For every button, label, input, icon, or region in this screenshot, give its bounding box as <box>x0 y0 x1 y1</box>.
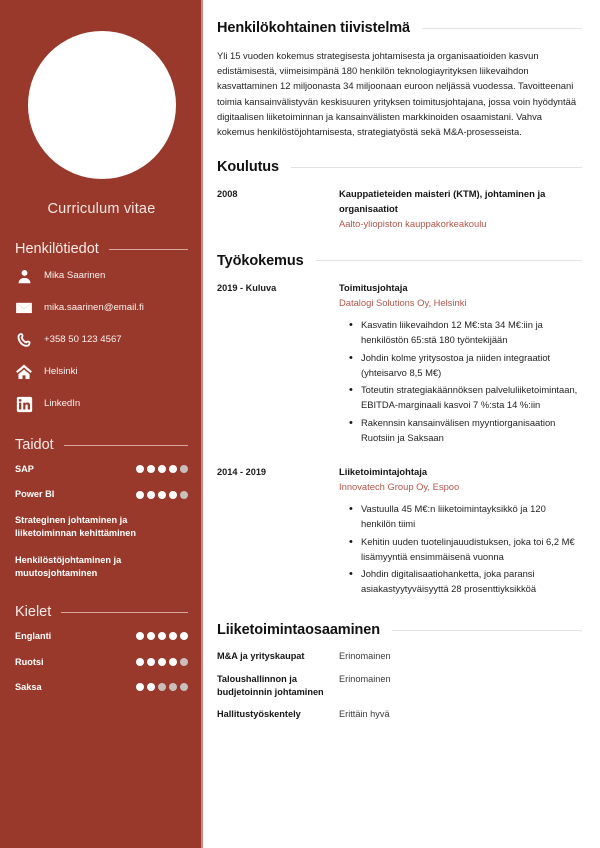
language-item <box>15 630 188 642</box>
rating-dot-filled <box>136 491 144 499</box>
main-content <box>203 0 600 848</box>
experience-organization: Innovatech Group Oy, Espoo <box>339 480 460 492</box>
skill-item <box>15 463 188 475</box>
rating-dot-empty <box>169 683 177 691</box>
sidebar <box>0 0 203 848</box>
profile-photo <box>28 31 176 179</box>
skill-rating <box>136 465 188 473</box>
language-rating <box>136 632 188 640</box>
experience-entry <box>217 281 582 449</box>
heading-divider <box>109 249 188 250</box>
competence-level: Erinomainen <box>339 673 391 684</box>
language-label: Englanti <box>15 631 52 642</box>
heading-divider <box>64 445 188 446</box>
rating-dot-filled <box>136 658 144 666</box>
skill-label: Strateginen johtaminen ja liiketoiminnan kehittäminen <box>15 514 136 539</box>
contact-value-name: Mika Saarinen <box>44 270 106 282</box>
achievement-list <box>339 502 582 597</box>
competence-name: M&A ja yrityskaupat <box>217 651 305 662</box>
heading-divider <box>61 612 188 613</box>
contact-item-name <box>15 267 188 285</box>
rating-dot-filled <box>169 632 177 640</box>
skills-heading-label: Taidot <box>15 437 54 453</box>
competence-item <box>217 708 582 721</box>
contact-section-heading <box>15 241 188 257</box>
rating-dot-filled <box>169 465 177 473</box>
competence-list <box>217 650 582 721</box>
skill-label: Henkilöstöjohtaminen ja muutosjohtaminen <box>15 554 122 578</box>
education-entry <box>217 187 582 230</box>
language-rating <box>136 658 188 666</box>
contact-item-linkedin[interactable] <box>15 395 188 413</box>
contact-value-location: Helsinki <box>44 366 78 378</box>
achievement-item: • Toteutin strategiakäännöksen palveluliiketoimintaan, EBITDA-marginaali kasvoi 7 %:sta 14 %:iin <box>361 383 582 413</box>
skill-rating <box>136 491 188 499</box>
skill-label: SAP <box>15 464 34 474</box>
heading-divider <box>392 630 582 631</box>
contact-value-linkedin: LinkedIn <box>44 398 81 410</box>
contact-heading-label: Henkilötiedot <box>15 241 99 257</box>
achievement-item: • Kasvatin liikevaihdon 12 M€:sta 34 M€:iin ja henkilöstön 65:stä 180 työntekijään <box>361 318 582 348</box>
skill-item <box>15 488 188 500</box>
cv-title: Curriculum vitae <box>47 201 156 217</box>
competence-heading-label: Liiketoimintaosaaminen <box>217 622 380 639</box>
achievement-item: • Johdin kolme yritysostoa ja niiden integraatiot (yhteisarvo 8,5 M€) <box>361 351 582 381</box>
summary-heading-label: Henkilökohtainen tiivistelmä <box>217 20 410 36</box>
education-year: 2008 <box>217 189 238 200</box>
achievement-item: • Rakennsin kansainvälisen myyntiorganisaation Ruotsiin ja Saksaan <box>361 416 582 446</box>
contact-item-location <box>15 363 188 381</box>
language-item <box>15 656 188 668</box>
skills-section-heading <box>15 437 188 453</box>
rating-dot-empty <box>180 658 188 666</box>
competence-level: Erittäin hyvä <box>339 709 390 720</box>
achievement-item: • Vastuulla 45 M€:n liiketoimintayksikkö ja 120 henkilön tiimi <box>361 502 582 532</box>
achievement-list <box>339 318 582 446</box>
education-heading-label: Koulutus <box>217 159 280 176</box>
education-section-heading <box>217 159 582 175</box>
language-rating <box>136 683 188 691</box>
experience-organization: Datalogi Solutions Oy, Helsinki <box>339 296 467 308</box>
contact-value-phone: +358 50 123 4567 <box>44 334 122 346</box>
contact-value-email: mika.saarinen@email.fi <box>44 302 144 314</box>
contact-item-email[interactable] <box>15 299 188 317</box>
language-label: Saksa <box>15 682 42 693</box>
competence-name: Hallitustyöskentely <box>217 709 301 720</box>
rating-dot-empty <box>158 683 166 691</box>
experience-period: 2019 - Kuluva <box>217 282 277 293</box>
home-icon <box>15 363 33 381</box>
achievement-item: • Johdin digitalisaatiohanketta, joka paransi asiakastyytyväisyyttä 28 prosenttiyksikköä <box>361 567 582 597</box>
language-label: Ruotsi <box>15 656 44 667</box>
rating-dot-filled <box>136 632 144 640</box>
competence-section-heading <box>217 622 582 638</box>
phone-icon <box>15 331 33 349</box>
experience-details <box>339 281 582 449</box>
rating-dot-filled <box>147 632 155 640</box>
skills-list <box>15 463 188 580</box>
profile-photo-container <box>15 0 188 179</box>
experience-heading-label: Työkokemus <box>217 252 304 269</box>
education-details <box>339 187 582 230</box>
competence-level: Erinomainen <box>339 651 391 662</box>
rating-dot-filled <box>169 491 177 499</box>
rating-dot-filled <box>169 658 177 666</box>
experience-period: 2014 - 2019 <box>217 466 267 477</box>
languages-heading-label: Kielet <box>15 604 52 621</box>
heading-divider <box>422 28 582 29</box>
rating-dot-filled <box>158 491 166 499</box>
rating-dot-filled <box>147 683 155 691</box>
linkedin-icon <box>15 395 33 413</box>
rating-dot-filled <box>136 683 144 691</box>
education-degree: Kauppatieteiden maisteri (KTM), johtaminen ja organisaatiot <box>339 188 546 214</box>
summary-section-heading <box>217 20 582 36</box>
skill-label: Power BI <box>15 489 55 500</box>
experience-section-heading <box>217 253 582 269</box>
competence-item <box>217 650 582 663</box>
email-icon <box>15 299 33 317</box>
contact-item-phone[interactable] <box>15 331 188 349</box>
education-school: Aalto-yliopiston kauppakorkeakoulu <box>339 217 487 229</box>
heading-divider <box>291 167 582 168</box>
experience-role: Toimitusjohtaja <box>339 281 408 293</box>
rating-dot-filled <box>147 658 155 666</box>
person-icon <box>15 267 33 285</box>
heading-divider <box>316 260 582 261</box>
rating-dot-filled <box>147 491 155 499</box>
experience-role: Liiketoimintajohtaja <box>339 465 428 477</box>
rating-dot-empty <box>180 491 188 499</box>
achievement-item: • Kehitin uuden tuotelinjauudistuksen, joka toi 6,2 M€ lisämyyntiä ensimmäisenä vuonna <box>361 535 582 565</box>
languages-section-heading <box>15 604 188 620</box>
rating-dot-filled <box>136 465 144 473</box>
rating-dot-filled <box>147 465 155 473</box>
languages-list <box>15 630 188 693</box>
language-item <box>15 681 188 693</box>
rating-dot-filled <box>158 658 166 666</box>
experience-details <box>339 465 582 600</box>
experience-entry <box>217 465 582 600</box>
rating-dot-empty <box>180 465 188 473</box>
rating-dot-empty <box>180 683 188 691</box>
rating-dot-filled <box>180 632 188 640</box>
competence-name: Taloushallinnon ja budjetoinnin johtaminen <box>217 673 324 697</box>
contact-list <box>15 267 188 413</box>
rating-dot-filled <box>158 632 166 640</box>
competence-item <box>217 673 582 700</box>
rating-dot-filled <box>158 465 166 473</box>
summary-text: Yli 15 vuoden kokemus strategisesta johtamisesta ja organisaatioiden kasvun edistämisestä, viimeisimpänä 180 henkilön teknologiayrityksen liikevaihdon kasvattaminen 12 miljoonasta 34 miljoonaan euroon neljässä vuodessa. Tavoitteenani toimia kansainvälistyvän keskisuuren yrityksen toimitusjohtajana, jossa voin hyödyntää digitaalisen liiketoiminnan ja kansainvälisten markkinoiden osaamistani. Vahva kokemus henkilöstöjohtamisesta, strategiatyöstä sekä M&A-prosesseista. <box>217 50 577 138</box>
